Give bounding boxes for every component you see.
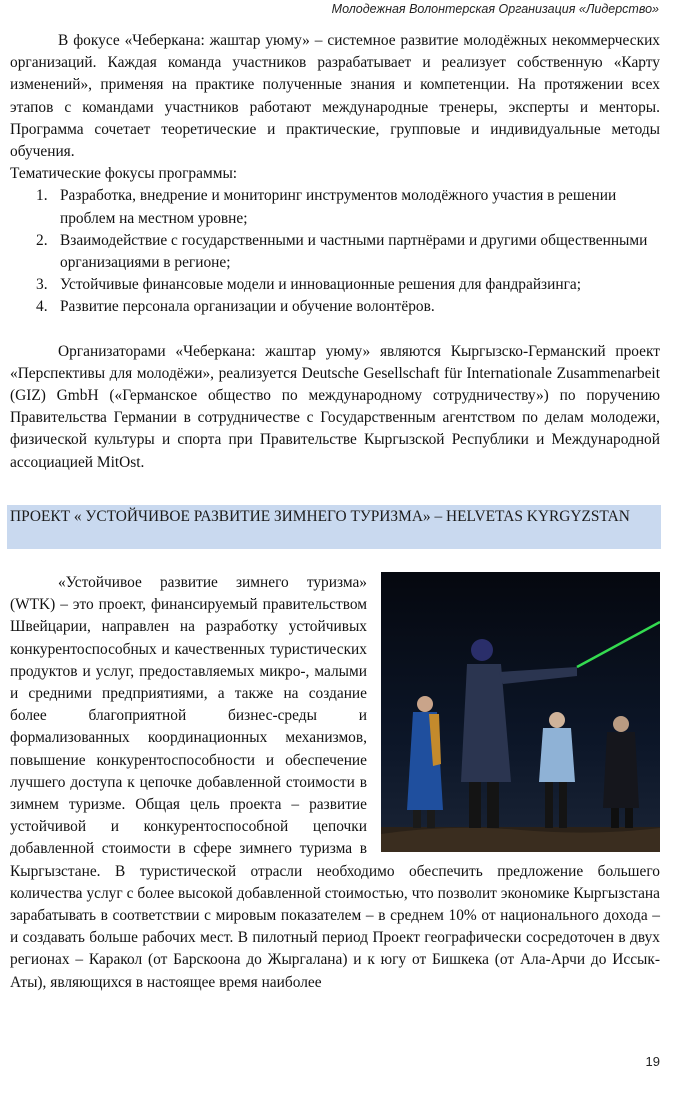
list-item-number: 1.: [36, 187, 48, 205]
focuses-list: [36, 185, 660, 318]
list-item: [36, 296, 660, 318]
intro-section: [10, 30, 660, 474]
list-item-text: Разработка, внедрение и мониторинг инструментов молодёжного участия в решении проблем на местном уровне;: [60, 187, 617, 227]
list-item: [36, 274, 660, 296]
stargazing-people-image: [381, 572, 660, 852]
list-item-number: 4.: [36, 298, 48, 316]
list-item-number: 3.: [36, 276, 48, 294]
section-heading: ПРОЕКТ « УСТОЙЧИВОЕ РАЗВИТИЕ ЗИМНЕГО ТУРИЗМА» – HELVETAS KYRGYZSTAN: [7, 505, 661, 549]
page-number: 19: [645, 1054, 660, 1069]
organizers-paragraph: Организаторами «Чеберкана: жаштар уюму» являются Кыргызско-Германский проект «Перспективы для молодёжи», реализуется Deutsche Gesellschaft für Internationale Zusammenarbeit (GIZ) GmbH («Германское общество по международному сотрудничеству») по поручению Правительства Германии в сотрудничестве с Государственным агентством по делам молодежи, физической культуры и спорта при Правительстве Кыргызской Республики и Международной ассоциацией MitOst.: [10, 342, 660, 471]
running-header: Молодежная Волонтерская Организация «Лидерство»: [331, 2, 659, 16]
project-paragraph: «Устойчивое развитие зимнего туризма» (WTK) – это проект, финансируемый правительством Швейцарии, направлен на разработку устойчивых конкурентоспособных и качественных туристических продуктов и услуг, предоставляемых микро-, малыми и средними предприятиями, а также на создание более благоприятной бизнес-среды и формализованных координационных механизмов, повышение конкурентоспособности и обеспечение лучшего доступа к цепочке добавленной стоимости в зимнем туризме. Общая цель проекта – развитие устойчивой и конкурентоспособной цепочки добавленной стоимости в сфере зимнего туризма в Кыргызстане. В туристической отрасли необходимо обеспечить предложение большего количества услуг с более высокой добавленной стоимостью, что позволит экономике Кыргызстана зарабатывать в соответствии с мировым показателем – в среднем 10% от национального дохода – и создавать больше рабочих мест. В пилотный период Проект географически сосредоточен в двух регионах – Каракол (от Барскоона до Жыргалана) и к югу от Бишкека (от Ала-Арчи до Иссык-Аты), являющихся в настоящее время наиболее: [10, 574, 660, 991]
project-section: [10, 572, 660, 994]
list-item: [36, 185, 660, 229]
intro-paragraph: В фокусе «Чеберкана: жаштар уюму» – системное развитие молодёжных некоммерческих организаций. Каждая команда участников разрабатывает и реализует собственную «Карту изменений», применяя на практике полученные знания и компетенции. На протяжении всех этапов с командами участников работают международные тренеры, эксперты и менторы. Программа сочетает теоретические и практические, групповые и индивидуальные методы обучения.: [10, 32, 660, 161]
list-item-text: Устойчивые финансовые модели и инновационные решения для фандрайзинга;: [60, 276, 582, 294]
list-item-text: Развитие персонала организации и обучение волонтёров.: [60, 298, 435, 316]
spacer: [10, 319, 660, 341]
focuses-label: Тематические фокусы программы:: [10, 165, 238, 183]
list-item: [36, 230, 660, 274]
night-sky-photo: [381, 572, 660, 852]
list-item-text: Взаимодействие с государственными и частными партнёрами и другими общественными организациями в регионе;: [60, 231, 648, 272]
list-item-number: 2.: [36, 231, 48, 249]
